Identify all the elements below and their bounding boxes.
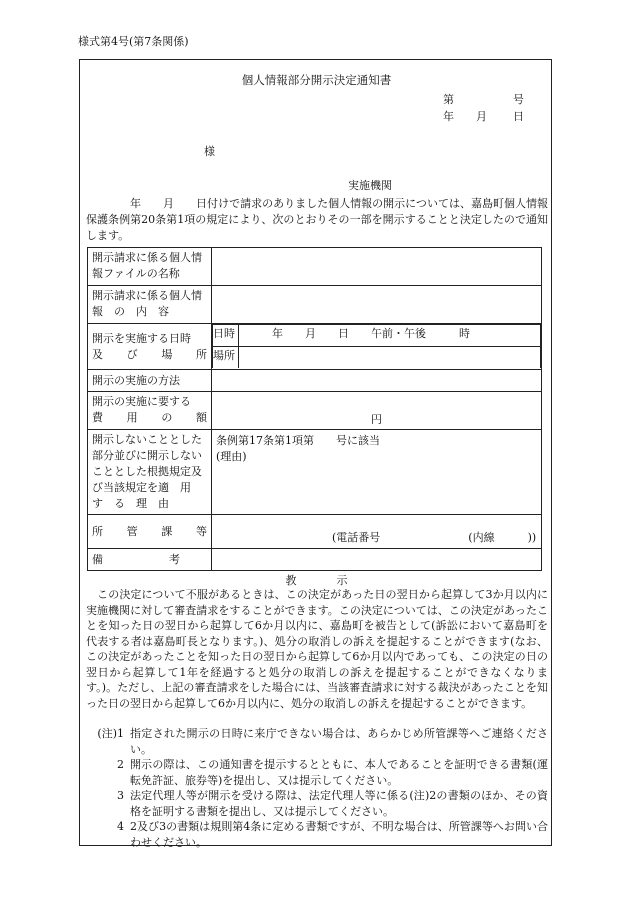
intro-text: 年 月 日付けで請求のありました個人情報の開示については、嘉島町個人情報保護条例第20条第1項の規定により、次のとおりその一部を開示することと決定したので通知します。 bbox=[86, 197, 548, 242]
remarks-value bbox=[212, 549, 542, 571]
note-number: 4 bbox=[117, 820, 124, 833]
table-row bbox=[88, 370, 542, 392]
nondisclosure-label: 開示しないこととした部分並びに開示しないこととした根拠規定及び当該規定を適 用 す る 理 由 bbox=[88, 430, 212, 515]
form-number: 様式第4号(第7条関係) bbox=[78, 35, 189, 48]
implementing-agency: 実施機関 bbox=[348, 179, 392, 192]
table-row bbox=[213, 347, 541, 369]
place-key: 場所 bbox=[213, 347, 239, 369]
table-row bbox=[88, 549, 542, 571]
addressee: 様 bbox=[204, 145, 215, 158]
nondisclosure-article: 条例第17条第1項第 号に該当 bbox=[216, 434, 380, 447]
info-content-value bbox=[212, 286, 542, 324]
note-number: 2 bbox=[117, 758, 124, 771]
list-item bbox=[86, 788, 548, 819]
datetime-key: 日時 bbox=[213, 325, 239, 347]
department-label: 所 管 課 等 bbox=[88, 515, 212, 549]
nondisclosure-value bbox=[212, 430, 542, 515]
list-item bbox=[86, 726, 548, 757]
number-suffix: 号 bbox=[513, 93, 524, 106]
datetime-value: 年 月 日 午前・午後 時 bbox=[239, 325, 541, 347]
date-year: 年 bbox=[443, 110, 454, 123]
note-text: 法定代理人等が開示を受ける際は、法定代理人等に係る(注)2の書類のほか、その資格を証明する書類を提出し、又は提示してください。 bbox=[130, 789, 548, 818]
file-name-value bbox=[212, 248, 542, 286]
note-text: 指定された開示の日時に来庁できない場合は、あらかじめ所管課等へご連絡ください。 bbox=[130, 727, 548, 756]
instruction-text: この決定について不服があるときは、この決定があった日の翌日から起算して3か月以内に実施機関に対して審査請求をすることができます。この決定については、この決定があったことを知った日の翌日から起算して6か月以内に、嘉島町を被告として(訴訟において嘉島町を代表する者は嘉島町長となります。)、処分の取消しの訴えを提起することができます(なお、この決定があったことを知った日の翌日から起算して6か月以内であっても、この決定の日の翌日から起算して1年を経過すると処分の取消しの訴えを提起することができなくなります。)。ただし、上記の審査請求をした場合には、当該審査請求に対する裁決があったことを知った日の翌日から起算して6か月以内に、処分の取消しの訴えを提起することができます。 bbox=[86, 588, 548, 710]
datetime-place-label-a: 開示を実施する日時 bbox=[92, 331, 191, 345]
datetime-place-cell bbox=[212, 324, 542, 370]
department-value: (電話番号 (内線 )) bbox=[212, 515, 542, 549]
datetime-place-label-b: 及 び 場 所 bbox=[92, 347, 207, 361]
note-text: 2及び3の書類は規則第4条に定める書類ですが、不明な場合は、所管課等へお問い合わせください。 bbox=[130, 820, 548, 849]
remarks-label: 備 考 bbox=[88, 549, 212, 571]
cost-label-a: 開示の実施に要する bbox=[92, 395, 191, 408]
table-row bbox=[88, 392, 542, 430]
method-value bbox=[212, 370, 542, 392]
table-row bbox=[88, 515, 542, 549]
info-content-label: 開示請求に係る個人情 報 の 内 容 bbox=[88, 286, 212, 324]
list-item bbox=[86, 757, 548, 788]
file-name-label: 開示請求に係る個人情報ファイルの名称 bbox=[88, 248, 212, 286]
cost-label bbox=[88, 392, 212, 430]
note-number: (注)1 bbox=[97, 727, 124, 740]
method-label: 開示の実施の方法 bbox=[88, 370, 212, 392]
datetime-place-subtable bbox=[212, 324, 541, 368]
date-month: 月 bbox=[476, 110, 487, 123]
note-number: 3 bbox=[117, 789, 124, 802]
table-row bbox=[88, 286, 542, 324]
document-title: 個人情報部分開示決定通知書 bbox=[241, 73, 392, 87]
date-day: 日 bbox=[513, 110, 524, 123]
list-item bbox=[86, 819, 548, 850]
table-row bbox=[88, 430, 542, 515]
instruction-heading: 教示 bbox=[285, 574, 388, 587]
datetime-place-label bbox=[88, 324, 212, 370]
number-prefix: 第 bbox=[443, 93, 454, 106]
note-text: 開示の際は、この通知書を提示するとともに、本人であることを証明できる書類(運転免許証、旅券等)を提出し、又は提示してください。 bbox=[130, 758, 548, 787]
table-row bbox=[88, 248, 542, 286]
cost-label-b: 費 用 の 額 bbox=[92, 411, 207, 424]
cost-value: 円 bbox=[212, 392, 542, 430]
table-row bbox=[88, 324, 542, 370]
disclosure-table bbox=[87, 247, 542, 571]
table-row bbox=[213, 325, 541, 347]
notice-frame bbox=[79, 59, 552, 849]
notes-list bbox=[86, 726, 548, 850]
nondisclosure-reason: (理由) bbox=[216, 450, 247, 463]
place-value bbox=[239, 347, 541, 369]
